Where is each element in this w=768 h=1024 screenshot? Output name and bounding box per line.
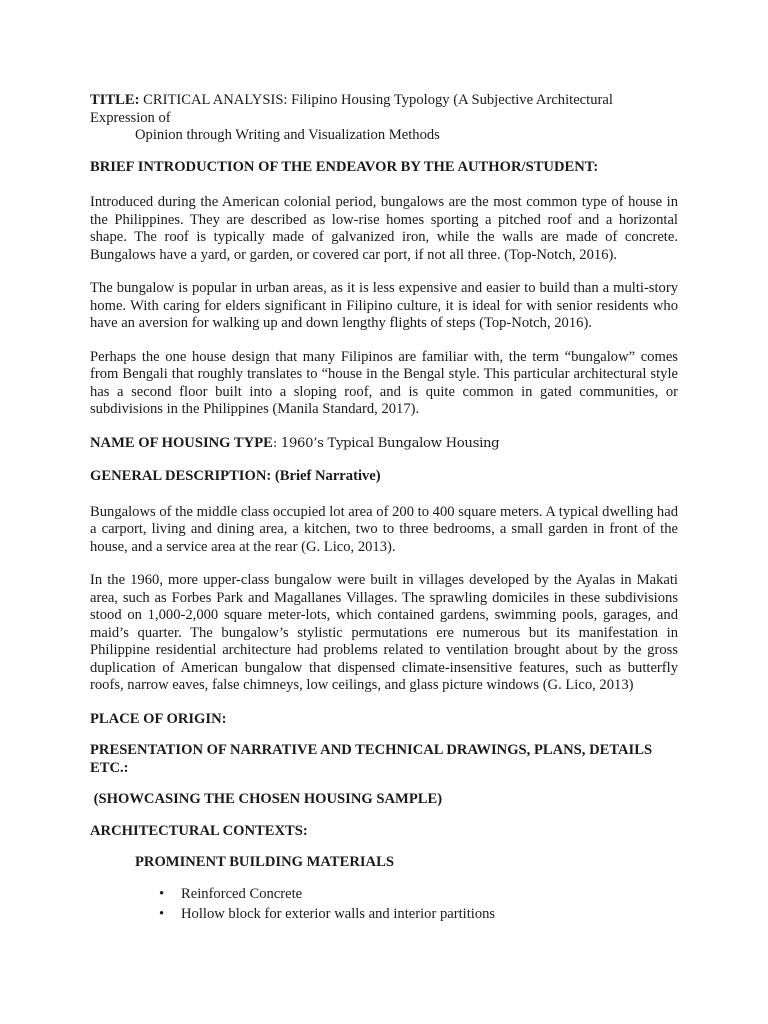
document-title bbox=[90, 92, 678, 127]
intro-paragraph-1: Introduced during the American colonial period, bungalows are the most common type of house in the Philippines. They are described as low-rise homes sporting a pitched roof and a horizontal shape. The roof is typically made of galvanized iron, while the walls are made of concrete. Bungalows have a yard, or garden, or covered car port, if not all three. (Top-Notch, 2016). bbox=[90, 194, 678, 263]
title-label: TITLE: bbox=[90, 92, 140, 108]
list-item bbox=[90, 906, 678, 924]
general-description-paragraph-1: Bungalows of the middle class occupied lot area of 200 to 400 square meters. A typical dwelling had a carport, living and dining area, a kitchen, two to three bedrooms, a small garden in front of the house, and a service area at the rear (G. Lico, 2013). bbox=[90, 503, 678, 555]
place-of-origin-heading: PLACE OF ORIGIN: bbox=[90, 710, 227, 727]
housing-type-label: NAME OF HOUSING TYPE bbox=[90, 434, 273, 451]
housing-type-value: : 1960’s Typical Bungalow Housing bbox=[272, 435, 500, 451]
materials-heading: PROMINENT BUILDING MATERIALS bbox=[135, 854, 394, 870]
list-item bbox=[90, 886, 678, 904]
presentation-subheading: (SHOWCASING THE CHOSEN HOUSING SAMPLE) bbox=[90, 791, 443, 807]
general-description-paragraph-2: In the 1960, more upper-class bungalow were built in villages developed by the Ayalas in Makati area, such as Forbes Park and Magallanes Villages. The sprawling domiciles in these subdivisions stood on 1,000-2,000 square meter-lots, which contained gardens, swimming pools, garages, and maid’s quarter. The bungalow’s stylistic permutations ere numerous but its manifestation in Philippine residential architecture had problems related to ventilation brought about by the gross duplication of American bungalow that dispensed climate-insensitive features, such as butterfly roofs, narrow eaves, false chimneys, low ceilings, and glass picture windows (G. Lico, 2013) bbox=[90, 572, 678, 693]
intro-paragraph-3: Perhaps the one house design that many Filipinos are familiar with, the term “bungalow” comes from Bengali that roughly translates to “house in the Bengal style. This particular architectural style has a second floor built into a sloping roof, and is quite common in gated communities, or subdivisions in the Philippines (Manila Standard, 2017). bbox=[90, 348, 678, 417]
title-text-line1: CRITICAL ANALYSIS: Filipino Housing Typology (A Subjective Architectural Expression of bbox=[90, 92, 613, 126]
intro-paragraph-2: The bungalow is popular in urban areas, as it is less expensive and easier to build than a multi-story home. With caring for elders significant in Filipino culture, it is ideal for with senior residents who have an aversion for walking up and down lengthy flights of steps (Top-Notch, 2016). bbox=[90, 280, 678, 331]
architectural-contexts-heading: ARCHITECTURAL CONTEXTS: bbox=[90, 822, 308, 839]
materials-list bbox=[90, 886, 678, 924]
title-text-line2: Opinion through Writing and Visualization Methods bbox=[135, 127, 440, 143]
material-item-label: Reinforced Concrete bbox=[181, 885, 303, 902]
intro-heading: BRIEF INTRODUCTION OF THE ENDEAVOR BY THE AUTHOR/STUDENT: bbox=[90, 158, 599, 175]
material-item-label: Hollow block for exterior walls and interior partitions bbox=[181, 906, 496, 922]
presentation-heading: PRESENTATION OF NARRATIVE AND TECHNICAL DRAWINGS, PLANS, DETAILS ETC.: bbox=[90, 742, 653, 776]
general-description-heading: GENERAL DESCRIPTION: (Brief Narrative) bbox=[90, 468, 381, 484]
document-page bbox=[90, 92, 678, 924]
bullet-icon: • bbox=[159, 906, 165, 922]
bullet-icon: • bbox=[159, 885, 165, 902]
housing-type-line bbox=[90, 435, 678, 453]
